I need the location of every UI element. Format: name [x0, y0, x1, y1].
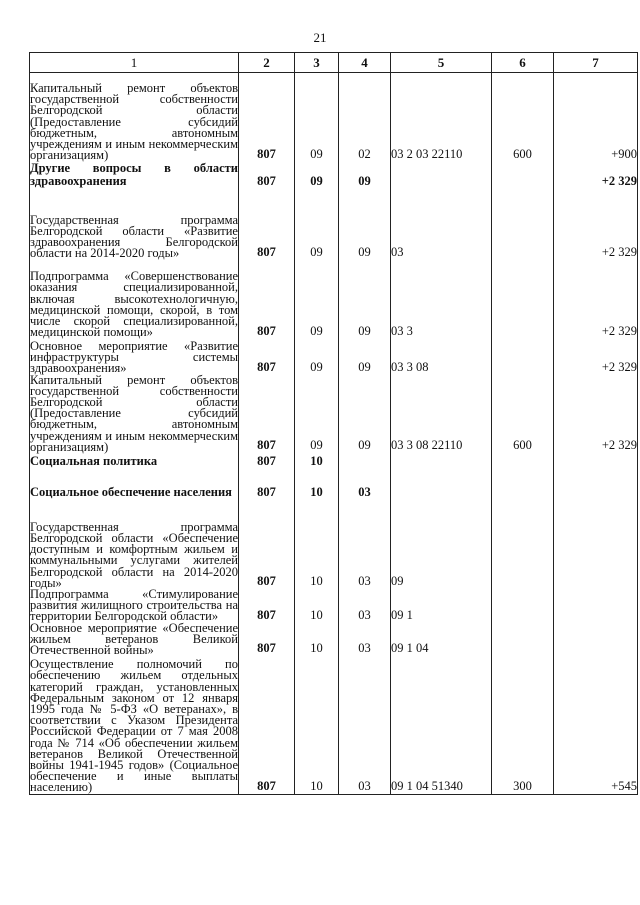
row-cell-col4: 03 — [339, 656, 391, 794]
row-name-cell: Государственная программа Белгородской области «Развитие здравоохранения Белгородской области на 2014-2020 годы» — [30, 189, 239, 260]
row-cell-col5 — [391, 162, 492, 189]
row-cell-col4: 09 — [339, 260, 391, 339]
row-cell-col4: 03 — [339, 500, 391, 589]
row-cell-col4: 03 — [339, 589, 391, 623]
row-cell-col3: 09 — [295, 339, 339, 375]
row-cell-col4: 09 — [339, 339, 391, 375]
row-cell-col7 — [554, 500, 638, 589]
row-cell-col2: 807 — [239, 500, 295, 589]
row-cell-col7: +545 — [554, 656, 638, 794]
row-cell-col3: 10 — [295, 469, 339, 500]
table-row — [30, 375, 638, 453]
row-cell-col3: 10 — [295, 500, 339, 589]
row-cell-col7: +900 — [554, 73, 638, 162]
row-cell-col3: 09 — [295, 162, 339, 189]
row-name-cell: Капитальный ремонт объектов государственной собственности Белгородской области (Предоставление субсидий бюджетным, автономным учреждениям и иным некоммерческим организациям) — [30, 73, 239, 162]
row-cell-col6 — [492, 623, 554, 657]
row-cell-col7: +2 329 — [554, 260, 638, 339]
row-cell-col5: 09 — [391, 500, 492, 589]
row-cell-col3: 10 — [295, 656, 339, 794]
table-row — [30, 453, 638, 469]
table-row — [30, 260, 638, 339]
table-row — [30, 162, 638, 189]
row-name-cell: Социальная политика — [30, 453, 239, 469]
row-cell-col4: 09 — [339, 375, 391, 453]
row-name-cell: Подпрограмма «Совершенствование оказания специализированной, включая высокотехнологичную, медицинской помощи, скорой, в том числе скорой специализированной, медицинской помощи» — [30, 260, 239, 339]
row-cell-col6 — [492, 162, 554, 189]
row-cell-col4: 09 — [339, 189, 391, 260]
row-cell-col3: 09 — [295, 375, 339, 453]
row-cell-col6 — [492, 260, 554, 339]
row-name-cell: Основное мероприятие «Обеспечение жильем ветеранов Великой Отечественной войны» — [30, 620, 238, 657]
row-cell-col5: 03 2 03 22110 — [391, 73, 492, 162]
row-cell-col5: 03 3 — [391, 260, 492, 339]
row-name-cell: Государственная программа Белгородской области «Обеспечение доступным и комфортным жильем и коммунальными услугами жителей Белгородской области на 2014-2020 годы» — [30, 500, 239, 589]
row-cell-col7: +2 329 — [554, 339, 638, 375]
row-cell-col2: 807 — [239, 623, 295, 657]
row-cell-col3: 10 — [295, 623, 339, 657]
row-name-cell: Подпрограмма «Стимулирование развития жилищного строительства на территории Белгородской области» — [30, 586, 238, 624]
row-name-cell: Социальное обеспечение населения — [30, 469, 239, 500]
budget-table — [29, 52, 638, 795]
table-row — [30, 500, 638, 589]
table-header-row — [30, 53, 638, 73]
row-cell-col5: 09 1 04 — [391, 623, 492, 657]
row-cell-col7 — [554, 469, 638, 500]
row-cell-col2: 807 — [239, 589, 295, 623]
row-cell-col5 — [391, 469, 492, 500]
row-cell-col2: 807 — [239, 189, 295, 260]
row-cell-col5: 03 3 08 22110 — [391, 375, 492, 453]
row-name-cell: Осуществление полномочий по обеспечению жильем отдельных категорий граждан, установленных Федеральным законом от 12 января 1995 года № 5-ФЗ «О ветеранах», в соответствии с Указом Президента Российской Федерации от 7 мая 2008 года № 714 «Об обеспечении жильем ветеранов Великой Отечественной войны 1941-1945 годов» (Социальное обеспечение и иные выплаты населению) — [30, 657, 238, 795]
table-row — [30, 73, 638, 162]
row-cell-col6: 300 — [492, 656, 554, 794]
row-cell-col5: 03 — [391, 189, 492, 260]
row-cell-col2: 807 — [239, 375, 295, 453]
table-row — [30, 189, 638, 260]
column-header-4: 4 — [339, 53, 391, 73]
row-cell-col2: 807 — [239, 453, 295, 469]
row-cell-col7 — [554, 453, 638, 469]
row-cell-col5: 09 1 — [391, 589, 492, 623]
row-cell-col7: +2 329 — [554, 162, 638, 189]
column-header-2: 2 — [239, 53, 295, 73]
row-cell-col3: 09 — [295, 189, 339, 260]
table-body — [30, 73, 638, 795]
table-row — [30, 623, 638, 657]
row-cell-col6 — [492, 453, 554, 469]
row-cell-col6 — [492, 500, 554, 589]
row-cell-col6: 600 — [492, 73, 554, 162]
column-header-3: 3 — [295, 53, 339, 73]
row-cell-col5 — [391, 453, 492, 469]
row-cell-col5: 03 3 08 — [391, 339, 492, 375]
page-number: 21 — [313, 30, 327, 45]
column-header-7: 7 — [554, 53, 638, 73]
row-cell-col6 — [492, 189, 554, 260]
row-cell-col2: 807 — [239, 656, 295, 794]
row-cell-col2: 807 — [239, 73, 295, 162]
table-row — [30, 469, 638, 500]
row-cell-col6 — [492, 469, 554, 500]
row-cell-col2: 807 — [239, 339, 295, 375]
row-cell-col2: 807 — [239, 162, 295, 189]
row-cell-col4: 03 — [339, 469, 391, 500]
row-cell-col7 — [554, 589, 638, 623]
row-cell-col4: 02 — [339, 73, 391, 162]
row-name-cell: Основное мероприятие «Развитие инфраструктуры системы здравоохранения» — [30, 338, 238, 376]
row-name-cell: Капитальный ремонт объектов государственной собственности Белгородской области (Предоставление субсидий бюджетным, автономным учреждениям и иным некоммерческим организациям) — [30, 372, 238, 454]
row-cell-col3: 10 — [295, 589, 339, 623]
column-header-6: 6 — [492, 53, 554, 73]
row-cell-col7: +2 329 — [554, 189, 638, 260]
row-cell-col2: 807 — [239, 469, 295, 500]
row-cell-col4 — [339, 453, 391, 469]
row-cell-col3: 09 — [295, 260, 339, 339]
row-cell-col2: 807 — [239, 260, 295, 339]
table-row — [30, 656, 638, 794]
row-cell-col6: 600 — [492, 375, 554, 453]
row-cell-col5: 09 1 04 51340 — [391, 656, 492, 794]
row-cell-col6 — [492, 339, 554, 375]
table-row — [30, 589, 638, 623]
row-cell-col7 — [554, 623, 638, 657]
row-cell-col7: +2 329 — [554, 375, 638, 453]
row-cell-col3: 09 — [295, 73, 339, 162]
row-cell-col4: 09 — [339, 162, 391, 189]
row-cell-col6 — [492, 589, 554, 623]
column-header-1: 1 — [30, 53, 239, 73]
row-cell-col3: 10 — [295, 453, 339, 469]
table-row — [30, 339, 638, 375]
column-header-5: 5 — [391, 53, 492, 73]
row-cell-col4: 03 — [339, 623, 391, 657]
row-name-cell: Другие вопросы в области здравоохранения — [30, 160, 238, 188]
